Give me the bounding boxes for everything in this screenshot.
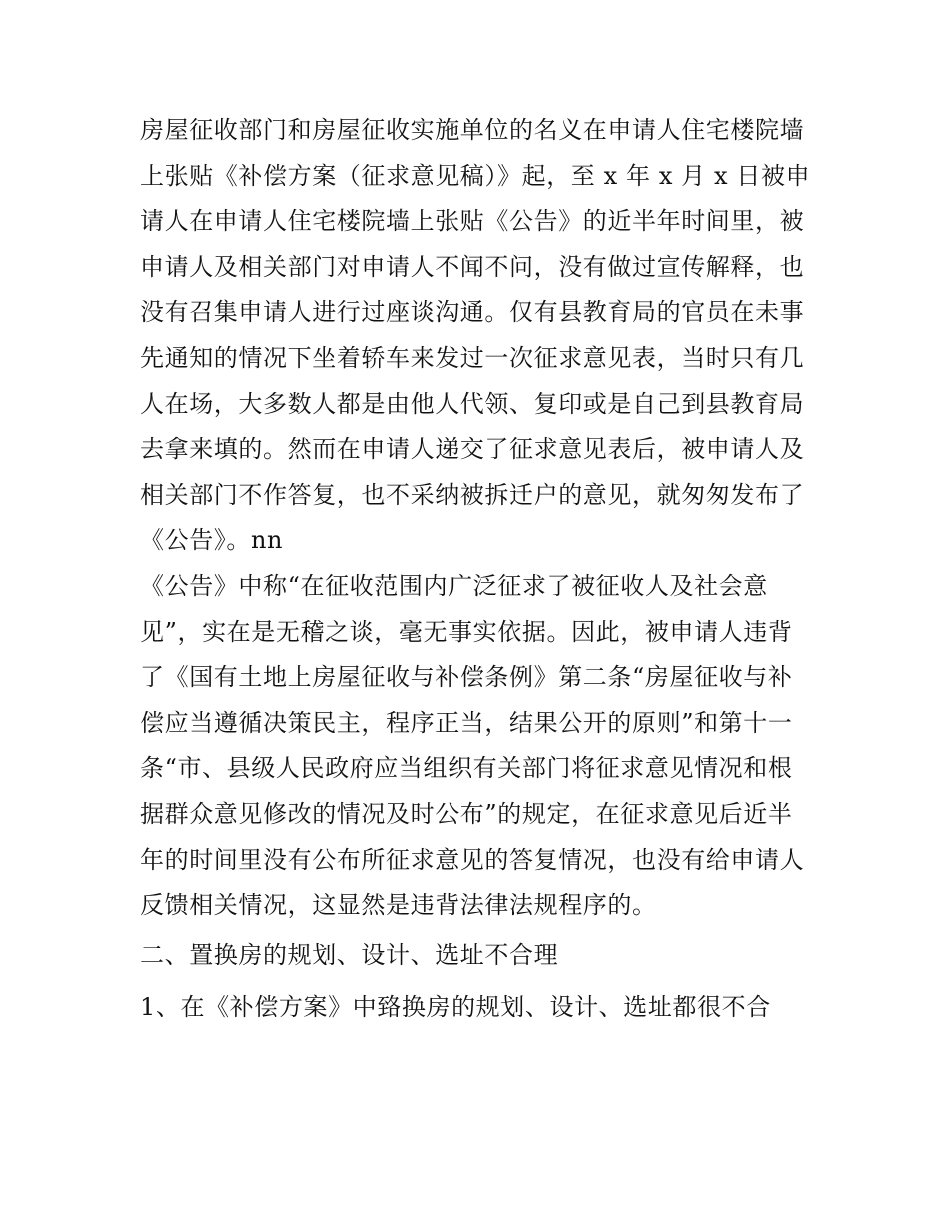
- text-line: 没有召集申请人进行过座谈沟通。仅有县教育局的官员在未事: [140, 298, 805, 327]
- text-line: 上张贴《补偿方案（征求意见稿）》起，至 x 年 x 月 x 日被申: [140, 161, 811, 190]
- text-line: 《公告》。nn: [140, 526, 284, 555]
- section-heading: 二、置换房的规划、设计、选址不合理: [140, 940, 559, 969]
- document-body: [140, 108, 820, 1033]
- text-line: 人在场，大多数人都是由他人代领、复印或是自己到县教育局: [140, 389, 805, 418]
- text-line: 请人在申请人住宅楼院墙上张贴《公告》的近半年时间里，被: [140, 207, 805, 236]
- text-line: 据群众意见修改的情况及时公布”的规定，在征求意见后近半: [140, 799, 793, 828]
- text-line: 年的时间里没有公布所征求意见的答复情况，也没有给申请人: [140, 845, 805, 874]
- text-line: 见”，实在是无稽之谈，毫无事实依据。因此，被申请人违背: [140, 617, 793, 646]
- text-line: 申请人及相关部门对申请人不闻不问，没有做过宣传解释，也: [140, 252, 805, 281]
- text-line: 反馈相关情况，这显然是违背法律法规程序的。: [140, 891, 657, 920]
- text-line: 了《国有土地上房屋征收与补偿条例》第二条“房屋征收与补: [140, 663, 793, 692]
- text-line: 去拿来填的。然而在申请人递交了征求意见表后，被申请人及: [140, 435, 805, 464]
- text-line: 条“市、县级人民政府应当组织有关部门将征求意见情况和根: [140, 754, 793, 783]
- text-line: 相关部门不作答复，也不采纳被拆迁户的意见，就匆匆发布了: [140, 480, 805, 509]
- text-line: 先通知的情况下坐着轿车来发过一次征求意见表，当时只有几: [140, 343, 805, 372]
- text-line: 偿应当遵循决策民主，程序正当，结果公开的原则”和第十一: [140, 708, 793, 737]
- text-line: 1、在《补偿方案》中臵换房的规划、设计、选址都很不合: [140, 992, 771, 1021]
- text-line: 《公告》中称“在征收范围内广泛征求了被征收人及社会意: [140, 571, 768, 600]
- text-line: 房屋征收部门和房屋征收实施单位的名义在申请人住宅楼院墙: [140, 116, 805, 144]
